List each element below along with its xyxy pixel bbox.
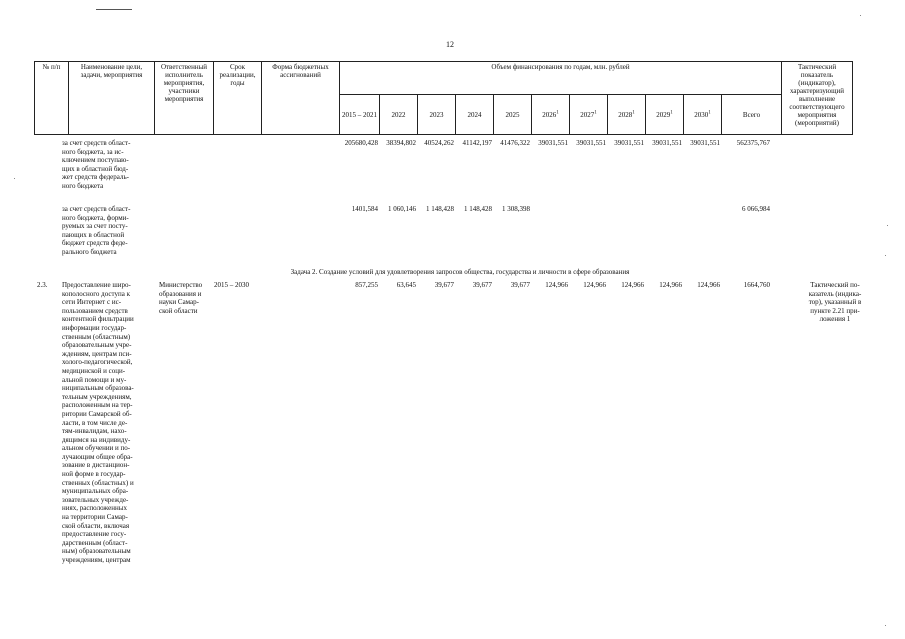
header-volume: Объем финансирования по годам, млн. рублей bbox=[340, 62, 782, 95]
item-tactic-line: казатель (индика- bbox=[808, 289, 862, 298]
header-term: Срок реализации, годы bbox=[214, 62, 262, 135]
header-year-8 bbox=[646, 95, 684, 135]
row-label-line: рального бюджета bbox=[62, 247, 117, 256]
item-desc-line: учреждениям, центрам bbox=[62, 556, 131, 564]
row-label-line: ного бюджета bbox=[62, 181, 104, 190]
item-desc-line: ниях, расположенных bbox=[62, 504, 127, 513]
value-cell: 38394,802 bbox=[386, 139, 416, 147]
header-year-label: Всего bbox=[742, 110, 761, 119]
total-cell: 562375,767 bbox=[736, 139, 770, 147]
header-year-label: 2027 bbox=[580, 110, 595, 119]
header-year-6 bbox=[570, 95, 608, 135]
header-year-label: 2026 bbox=[542, 110, 557, 119]
total-cell: 6 066,984 bbox=[742, 205, 770, 213]
value-cell: 1 308,398 bbox=[502, 205, 530, 213]
item-desc-line: альном обучении и по- bbox=[62, 444, 131, 453]
header-year-3 bbox=[456, 95, 494, 135]
item-desc-line: холого-педагогической, bbox=[62, 358, 133, 367]
item-resp-line: науки Самар- bbox=[159, 298, 199, 307]
item-desc-line: дящимся на индивиду- bbox=[62, 435, 131, 444]
value-cell: 124,966 bbox=[621, 281, 644, 289]
header-year-label: 2023 bbox=[429, 110, 444, 119]
item-desc-line: ным) образовательным bbox=[62, 547, 131, 556]
item-desc-line: медицинской и соци- bbox=[62, 366, 126, 375]
row-label bbox=[62, 139, 130, 191]
row-label bbox=[62, 205, 130, 257]
item-tactic-line: Тактический по- bbox=[810, 281, 860, 289]
value-cell: 857,255 bbox=[355, 281, 378, 289]
item-desc-line: образовательным учре- bbox=[62, 341, 132, 350]
header-year-label: 2022 bbox=[391, 110, 406, 119]
scan-speck bbox=[885, 255, 886, 256]
header-year-1 bbox=[380, 95, 418, 135]
header-tactic: Тактический показатель (индикатор), характеризующий выполнение соответствующего мероприятия (мероприятий) bbox=[782, 62, 853, 135]
footnote-mark: 1 bbox=[556, 110, 559, 116]
value-cell: 124,966 bbox=[583, 281, 606, 289]
header-year-7 bbox=[608, 95, 646, 135]
item-desc-line: ритории Самарской об- bbox=[62, 409, 132, 418]
item-desc-line: ственным (областным) bbox=[62, 332, 131, 341]
value-cell: 124,966 bbox=[545, 281, 568, 289]
header-year-2 bbox=[418, 95, 456, 135]
item-responsible bbox=[159, 281, 202, 315]
item-desc-line: расположенным на тер- bbox=[62, 401, 133, 410]
item-tactic-line: тор), указанный в bbox=[808, 298, 862, 307]
header-year-5 bbox=[532, 95, 570, 135]
item-desc-line: контентной фильтрации bbox=[62, 315, 134, 324]
scan-speck bbox=[14, 178, 15, 179]
header-year-label: 2025 bbox=[505, 110, 520, 119]
item-desc-line: муниципальных обра- bbox=[62, 487, 129, 496]
header-year-label: 2029 bbox=[656, 110, 671, 119]
item-desc-line: ной форме в государ- bbox=[62, 470, 126, 479]
total-cell: 1664,760 bbox=[743, 281, 770, 289]
item-desc-line: пользованием средств bbox=[62, 306, 128, 315]
item-desc-line: зовательных учрежде- bbox=[62, 495, 129, 504]
row-label-line: щих в областной бюд- bbox=[62, 164, 129, 173]
header-year-4 bbox=[494, 95, 532, 135]
item-desc-line: ласти, в том числе де- bbox=[62, 418, 128, 427]
item-desc-line: лучающим общее обра- bbox=[62, 452, 133, 461]
item-desc-line: кополосного доступа к bbox=[62, 289, 130, 298]
row-label-line: жет средств федераль- bbox=[62, 173, 129, 182]
item-resp-line: Министерство bbox=[159, 281, 203, 289]
value-cell: 1 148,428 bbox=[426, 205, 454, 213]
footnote-mark: 1 bbox=[632, 110, 635, 116]
task2-title: Задача 2. Создание условий для удовлетворения запросов общества, государства и личности в сфере образования bbox=[290, 268, 630, 276]
item-desc-line: ждениям, центрам пси- bbox=[62, 349, 132, 358]
top-rule bbox=[96, 9, 132, 10]
footnote-mark: 1 bbox=[594, 110, 597, 116]
item-desc-line: ниципальным образова- bbox=[62, 384, 134, 393]
item-desc-line: информации государ- bbox=[62, 323, 127, 332]
value-cell: 39,677 bbox=[472, 281, 492, 289]
value-cell: 41142,197 bbox=[462, 139, 492, 147]
row-label-line: бюджет средств феде- bbox=[62, 239, 128, 248]
header-name: Наименование цели, задачи, мероприятия bbox=[69, 62, 155, 135]
value-cell: 63,645 bbox=[396, 281, 416, 289]
row-label-line: ключением поступаю- bbox=[62, 156, 129, 165]
value-cell: 1 060,146 bbox=[388, 205, 416, 213]
value-cell: 124,966 bbox=[697, 281, 720, 289]
item-desc-line: ской области, включая bbox=[62, 521, 130, 530]
header-form: Форма бюджетных ассигнований bbox=[262, 62, 340, 135]
value-cell: 1401,584 bbox=[351, 205, 378, 213]
header-year-label: 2015 – 2021 bbox=[342, 110, 377, 119]
item-desc-line: альной помощи и му- bbox=[62, 375, 127, 384]
header-responsible: Ответственный исполнитель мероприятия, участники мероприятия bbox=[155, 62, 214, 135]
value-cell: 39031,551 bbox=[576, 139, 606, 147]
item-desc-line: ственных (областных) и bbox=[62, 478, 134, 487]
value-cell: 124,966 bbox=[659, 281, 682, 289]
item-desc-line: тям-инвалидам, нахо- bbox=[62, 427, 127, 436]
value-cell: 1 148,428 bbox=[464, 205, 492, 213]
item-resp-line: образования и bbox=[159, 289, 202, 298]
item-desc-line: дарственным (област- bbox=[62, 538, 128, 547]
row-label-line: ного бюджета, за ис- bbox=[62, 147, 124, 156]
item-desc-line: сети Интернет с ис- bbox=[62, 298, 122, 307]
row-label-line: руемых за счет посту- bbox=[62, 222, 128, 231]
row-label-line: пающих в областной bbox=[62, 230, 125, 239]
header-no: № п/п bbox=[35, 62, 69, 135]
header-year-label: 2028 bbox=[618, 110, 633, 119]
item-tactic-line: пункте 2.21 при- bbox=[810, 306, 860, 315]
header-year-9 bbox=[684, 95, 722, 135]
item-description bbox=[62, 281, 134, 565]
header-year-label: 2024 bbox=[467, 110, 482, 119]
item-desc-line: тельным учреждениям, bbox=[62, 392, 132, 401]
item-desc-line: Предоставление широ- bbox=[62, 281, 131, 289]
item-tactic-line: ложения 1 bbox=[819, 315, 851, 324]
item-resp-line: ской области bbox=[159, 306, 198, 315]
scan-speck bbox=[860, 15, 861, 16]
table-header bbox=[34, 61, 853, 135]
header-year-10 bbox=[722, 95, 782, 135]
value-cell: 39,677 bbox=[510, 281, 530, 289]
header-year-0 bbox=[340, 95, 380, 135]
item-desc-line: зование в дистанцион- bbox=[62, 461, 130, 470]
row-label-line: за счет средств област- bbox=[62, 139, 131, 147]
header-year-label: 2030 bbox=[694, 110, 709, 119]
item-desc-line: предоставление госу- bbox=[62, 530, 127, 539]
value-cell: 39,677 bbox=[434, 281, 454, 289]
item-desc-line: на территории Самар- bbox=[62, 513, 128, 522]
item-number: 2.3. bbox=[37, 281, 48, 289]
value-cell: 39031,551 bbox=[690, 139, 720, 147]
item-term: 2015 – 2030 bbox=[214, 281, 249, 289]
scan-speck bbox=[885, 625, 886, 626]
value-cell: 39031,551 bbox=[538, 139, 568, 147]
value-cell: 205680,428 bbox=[344, 139, 378, 147]
item-tactic bbox=[799, 281, 871, 324]
page-number: 12 bbox=[446, 40, 454, 49]
row-label-line: ного бюджета, форми- bbox=[62, 213, 129, 222]
footnote-mark: 1 bbox=[708, 110, 711, 116]
value-cell: 41476,322 bbox=[500, 139, 530, 147]
scan-speck bbox=[887, 225, 888, 226]
value-cell: 40524,262 bbox=[424, 139, 454, 147]
row-label-line: за счет средств област- bbox=[62, 205, 131, 213]
value-cell: 39031,551 bbox=[614, 139, 644, 147]
value-cell: 39031,551 bbox=[652, 139, 682, 147]
footnote-mark: 1 bbox=[670, 110, 673, 116]
